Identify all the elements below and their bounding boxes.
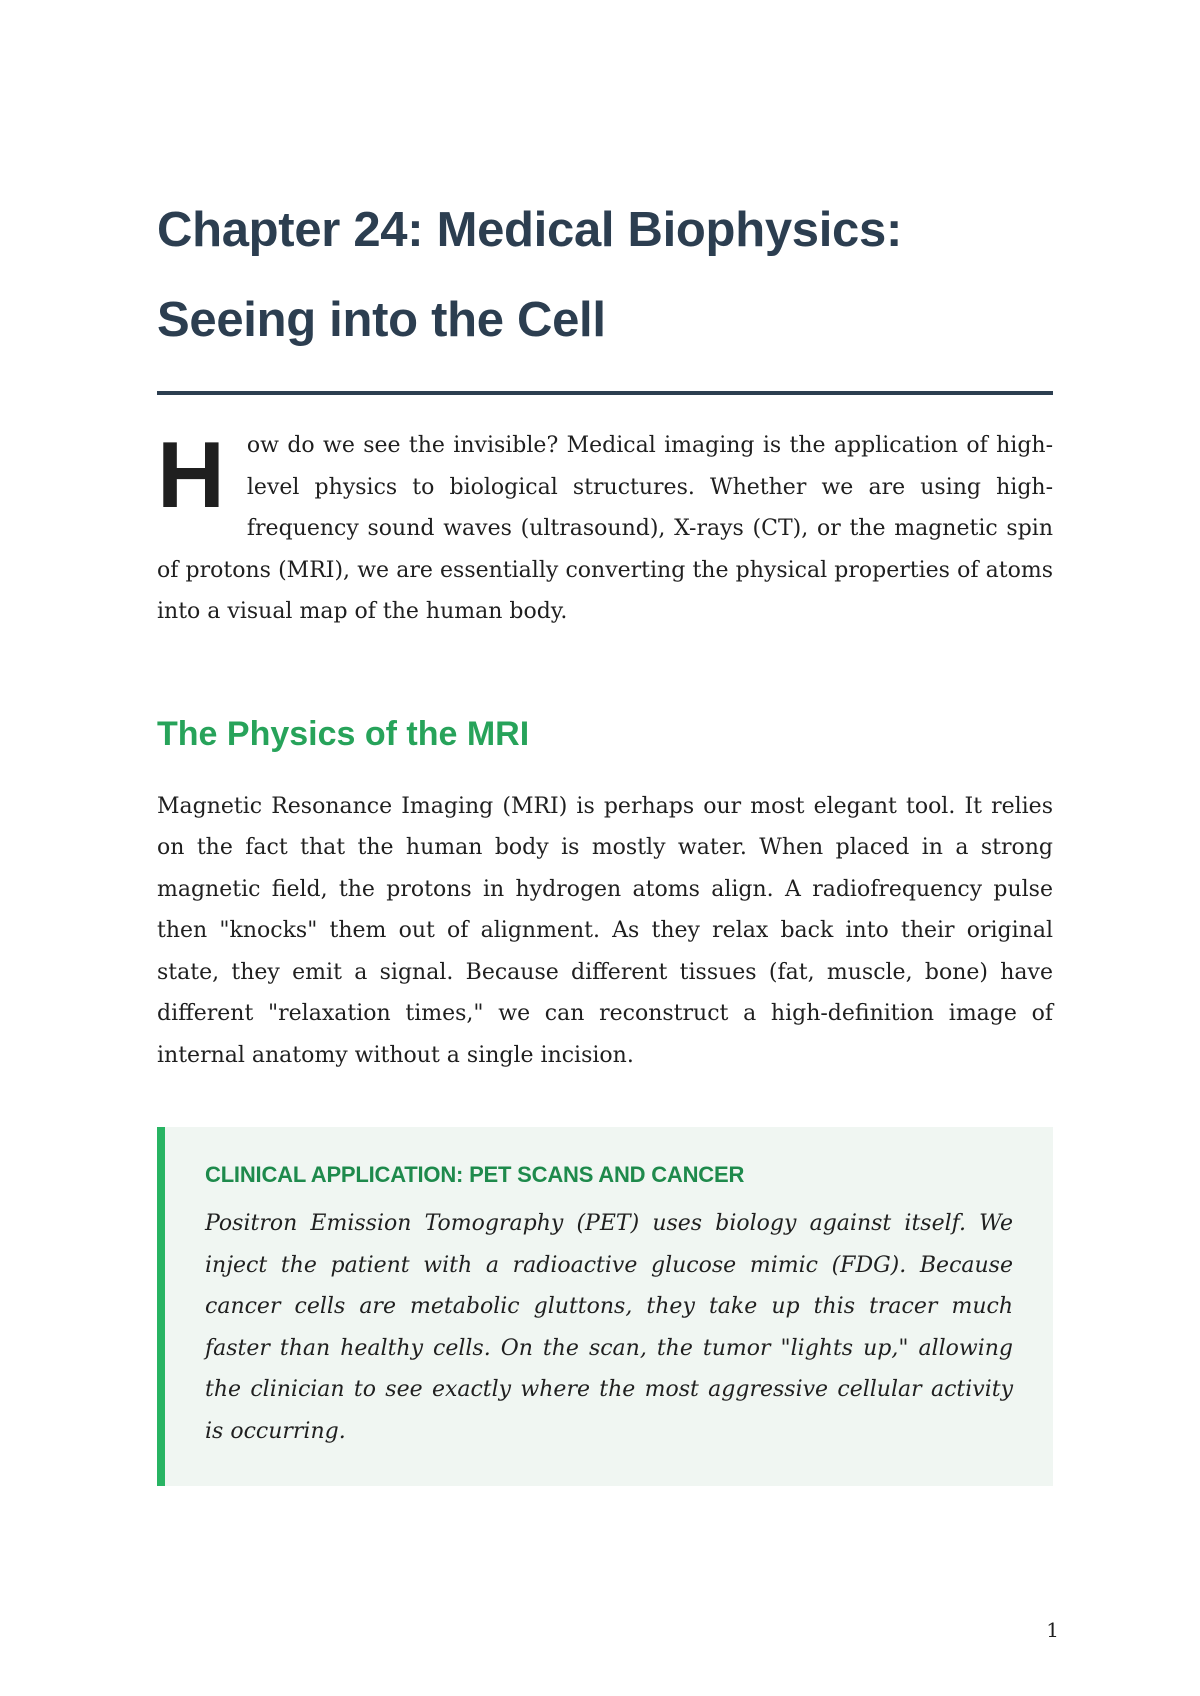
page-number: 1 — [1046, 1618, 1059, 1642]
title-divider — [157, 391, 1053, 395]
callout-box — [157, 1127, 1053, 1486]
section-heading: The Physics of the MRI — [157, 714, 530, 753]
intro-paragraph: ow do we see the invisible? Medical imaging is the application of high-level physics to biological structures. Whether we are using high-frequency sound waves (ultrasound), X-rays (CT), or the magnetic spin of protons (MRI), we are essentially converting the physical properties of atoms into a visual map of the human body. — [157, 433, 1053, 624]
chapter-title-line-1: Chapter 24: Medical Biophysics: — [157, 203, 902, 257]
document-page — [157, 185, 1053, 1486]
chapter-title-line-2: Seeing into the Cell — [157, 293, 606, 347]
chapter-title — [157, 185, 1053, 365]
callout-text: Positron Emission Tomography (PET) uses biology against itself. We inject the patient with a radioactive glucose mimic (FDG). Because cancer cells are metabolic gluttons, they take up this tracer much faster than healthy cells. On the scan, the tumor "lights up," allowing the clinician to see exactly where the most aggressive cellular activity is occurring. — [205, 1211, 1013, 1444]
intro-paragraph-block — [157, 422, 1053, 633]
callout-title: CLINICAL APPLICATION: PET SCANS AND CANCER — [205, 1162, 745, 1187]
section-paragraph: Magnetic Resonance Imaging (MRI) is perhaps our most elegant tool. It relies on the fact that the human body is mostly water. When placed in a strong magnetic field, the protons in hydrogen atoms align. A radiofrequency pulse then "knocks" them out of alignment. As they relax back into their original state, they emit a signal. Because different tissues (fat, muscle, bone) have different "relaxation times," we can reconstruct a high-definition image of internal anatomy without a single incision. — [157, 793, 1053, 1068]
drop-cap: H — [157, 422, 225, 527]
